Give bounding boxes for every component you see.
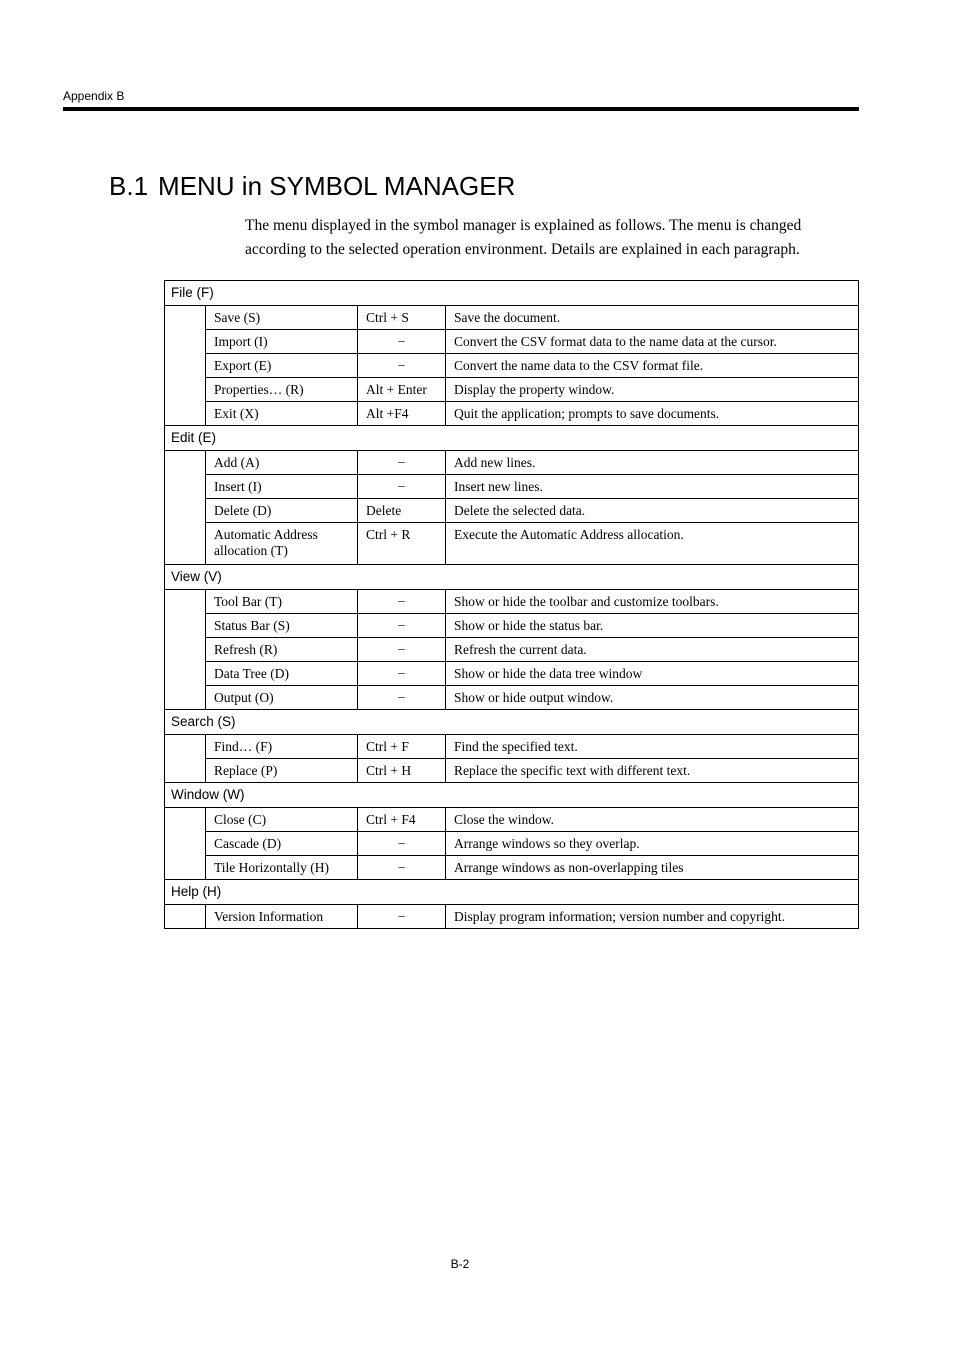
menu-item-description: Arrange windows as non-overlapping tiles	[446, 856, 859, 880]
menu-group-row	[165, 426, 859, 451]
menu-item-name: Find… (F)	[206, 735, 358, 759]
menu-item-row	[165, 759, 859, 783]
menu-item-name: Automatic Address allocation (T)	[206, 523, 358, 565]
indent-cell	[165, 735, 206, 783]
menu-group-label: Help (H)	[165, 880, 859, 905]
menu-group-label: Search (S)	[165, 710, 859, 735]
menu-item-shortcut: −	[358, 905, 446, 929]
section-title-text: MENU in SYMBOL MANAGER	[158, 171, 516, 201]
indent-cell	[165, 905, 206, 929]
menu-table	[164, 280, 859, 929]
indent-cell	[165, 590, 206, 710]
menu-item-shortcut: −	[358, 662, 446, 686]
menu-item-name: Data Tree (D)	[206, 662, 358, 686]
menu-item-row	[165, 354, 859, 378]
menu-item-description: Show or hide the data tree window	[446, 662, 859, 686]
menu-item-name: Tile Horizontally (H)	[206, 856, 358, 880]
menu-item-name: Cascade (D)	[206, 832, 358, 856]
menu-item-name: Import (I)	[206, 330, 358, 354]
menu-group-label: View (V)	[165, 565, 859, 590]
indent-cell	[165, 306, 206, 426]
menu-item-description: Quit the application; prompts to save documents.	[446, 402, 859, 426]
menu-item-row	[165, 475, 859, 499]
indent-cell	[165, 451, 206, 565]
menu-item-row	[165, 451, 859, 475]
menu-item-description: Add new lines.	[446, 451, 859, 475]
menu-group-row	[165, 783, 859, 808]
menu-item-description: Find the specified text.	[446, 735, 859, 759]
menu-item-name: Close (C)	[206, 808, 358, 832]
menu-group-label: File (F)	[165, 281, 859, 306]
menu-item-row	[165, 905, 859, 929]
menu-item-row	[165, 590, 859, 614]
menu-item-row	[165, 306, 859, 330]
menu-item-shortcut: −	[358, 451, 446, 475]
menu-item-description: Refresh the current data.	[446, 638, 859, 662]
menu-group-row	[165, 710, 859, 735]
menu-item-name: Replace (P)	[206, 759, 358, 783]
section-title	[109, 170, 515, 202]
menu-item-row	[165, 662, 859, 686]
menu-item-row	[165, 735, 859, 759]
menu-item-shortcut: Ctrl + H	[358, 759, 446, 783]
menu-item-description: Display program information; version number and copyright.	[446, 905, 859, 929]
menu-item-shortcut: −	[358, 856, 446, 880]
menu-item-row	[165, 402, 859, 426]
menu-item-description: Delete the selected data.	[446, 499, 859, 523]
menu-item-name: Output (O)	[206, 686, 358, 710]
menu-item-name: Exit (X)	[206, 402, 358, 426]
menu-item-shortcut: −	[358, 330, 446, 354]
menu-item-name: Properties… (R)	[206, 378, 358, 402]
menu-item-shortcut: Alt +F4	[358, 402, 446, 426]
menu-item-shortcut: −	[358, 590, 446, 614]
menu-item-shortcut: Ctrl + F	[358, 735, 446, 759]
menu-item-row	[165, 614, 859, 638]
menu-item-name: Delete (D)	[206, 499, 358, 523]
menu-item-description: Display the property window.	[446, 378, 859, 402]
intro-paragraph: The menu displayed in the symbol manager is explained as follows. The menu is changed according to the selected operation environment. Details are explained in each paragraph.	[245, 217, 802, 258]
menu-item-description: Save the document.	[446, 306, 859, 330]
menu-item-shortcut: −	[358, 832, 446, 856]
menu-group-row	[165, 565, 859, 590]
menu-item-shortcut: Alt + Enter	[358, 378, 446, 402]
menu-item-description: Replace the specific text with different text.	[446, 759, 859, 783]
menu-item-name: Insert (I)	[206, 475, 358, 499]
menu-item-shortcut: −	[358, 686, 446, 710]
menu-item-row	[165, 832, 859, 856]
page-number: B-2	[450, 1257, 470, 1271]
indent-cell	[165, 808, 206, 880]
menu-item-name: Tool Bar (T)	[206, 590, 358, 614]
menu-item-description: Arrange windows so they overlap.	[446, 832, 859, 856]
menu-item-name: Version Information	[206, 905, 358, 929]
menu-item-row	[165, 686, 859, 710]
menu-item-name: Add (A)	[206, 451, 358, 475]
menu-item-shortcut: −	[358, 354, 446, 378]
menu-group-row	[165, 281, 859, 306]
running-header: Appendix B	[63, 89, 125, 103]
menu-table-body	[165, 281, 859, 929]
menu-item-shortcut: −	[358, 614, 446, 638]
menu-group-row	[165, 880, 859, 905]
menu-group-label: Edit (E)	[165, 426, 859, 451]
menu-group-label: Window (W)	[165, 783, 859, 808]
menu-item-name: Refresh (R)	[206, 638, 358, 662]
menu-item-row	[165, 856, 859, 880]
menu-item-description: Insert new lines.	[446, 475, 859, 499]
menu-item-row	[165, 499, 859, 523]
menu-item-row	[165, 808, 859, 832]
menu-item-shortcut: −	[358, 475, 446, 499]
menu-item-row	[165, 638, 859, 662]
menu-item-description: Show or hide the status bar.	[446, 614, 859, 638]
menu-item-row	[165, 523, 859, 565]
menu-item-row	[165, 330, 859, 354]
menu-item-description: Close the window.	[446, 808, 859, 832]
menu-item-shortcut: Ctrl + S	[358, 306, 446, 330]
menu-item-description: Convert the CSV format data to the name data at the cursor.	[446, 330, 859, 354]
menu-item-description: Show or hide the toolbar and customize toolbars.	[446, 590, 859, 614]
menu-item-name: Status Bar (S)	[206, 614, 358, 638]
menu-item-name: Export (E)	[206, 354, 358, 378]
section-number: B.1	[109, 171, 149, 201]
menu-item-description: Convert the name data to the CSV format file.	[446, 354, 859, 378]
menu-item-shortcut: Ctrl + F4	[358, 808, 446, 832]
menu-item-row	[165, 378, 859, 402]
menu-item-shortcut: −	[358, 638, 446, 662]
menu-item-description: Execute the Automatic Address allocation.	[446, 523, 859, 565]
header-rule	[63, 107, 859, 111]
menu-item-name: Save (S)	[206, 306, 358, 330]
menu-item-shortcut: Delete	[358, 499, 446, 523]
menu-item-shortcut: Ctrl + R	[358, 523, 446, 565]
menu-item-description: Show or hide output window.	[446, 686, 859, 710]
